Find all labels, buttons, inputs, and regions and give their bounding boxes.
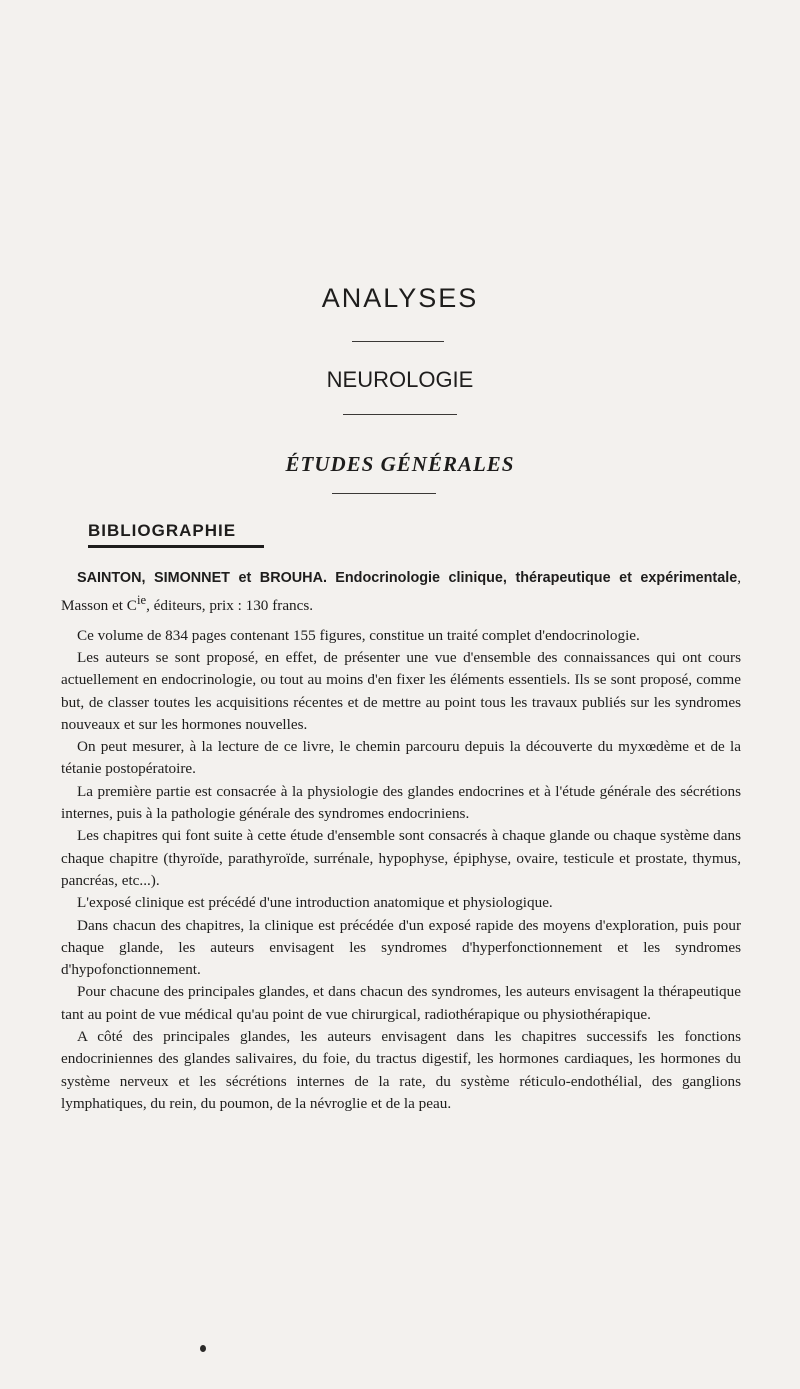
- subtitle-divider: [343, 414, 457, 415]
- page-title: ANALYSES: [321, 283, 479, 313]
- bibliography-underline: [88, 545, 264, 548]
- paragraph: Les auteurs se sont proposé, en effet, de présenter une vue d'ensemble des connaissances qui ont cours actuellement en endocrinologie, ou tout au moins d'en fixer les éléments essentiels. Ils se sont proposé, comme but, de classer toutes les acquisitions récentes et de mettre au point tous les travaux publiés sur les syndromes nouveaux et sur les hormones nouvelles.: [61, 648, 741, 733]
- paragraph: A côté des principales glandes, les auteurs envisagent dans les chapitres successifs les fonctions endocriniennes des glandes salivaires, du foie, du tractus digestif, les hormones cardiaques, les hormones du système nerveux et les sécrétions internes de la rate, du système réticulo-endothélial, des ganglions lymphatiques, du rein, du poumon, de la névroglie et de la peau.: [61, 1028, 741, 1112]
- reference-publisher-sup: ie: [136, 593, 147, 608]
- paragraph: L'exposé clinique est précédé d'une introduction anatomique et physiologique.: [77, 894, 553, 912]
- paragraph: La première partie est consacrée à la physiologie des glandes endocrines et à l'étude générale des sécrétions internes, puis à la pathologie générale des syndromes endocriniens.: [61, 782, 741, 823]
- reference-price: , éditeurs, prix : 130 francs.: [146, 597, 314, 615]
- section-divider: [332, 493, 436, 494]
- section-heading: ÉTUDES GÉNÉRALES: [285, 452, 515, 476]
- ink-spot: [200, 1345, 206, 1352]
- paragraph: Pour chacune des principales glandes, et dans chacun des syndromes, les auteurs envisagent la thérapeutique tant au point de vue médical qu'au point de vue chirurgical, radiothérapique ou physiothérapique.: [61, 983, 741, 1023]
- paragraph: Les chapitres qui font suite à cette étude d'ensemble sont consacrés à chaque glande ou chaque système dans chaque chapitre (thyroïde, parathyroïde, surrénale, hypophyse, épiphyse, ovaire, testicule et prostate, thymus, pancréas, etc...).: [61, 827, 741, 889]
- reference-entry: [61, 567, 741, 618]
- title-divider: [352, 341, 444, 342]
- paragraph: Ce volume de 834 pages contenant 155 figures, constitue un traité complet d'endocrinologie.: [77, 626, 640, 644]
- bibliography-heading: BIBLIOGRAPHIE: [88, 521, 237, 540]
- paragraph: On peut mesurer, à la lecture de ce livre, le chemin parcouru depuis la découverte du myxœdème et de la tétanie postopératoire.: [61, 738, 741, 778]
- body-text: [61, 567, 741, 1115]
- reference-publisher: , Masson et C: [61, 569, 742, 615]
- paragraph: Dans chacun des chapitres, la clinique est précédée d'un exposé rapide des moyens d'exploration, puis pour chaque glande, les auteurs envisagent les syndromes d'hyperfonctionnement et les syndromes d'hypofonctionnement.: [61, 916, 741, 979]
- subtitle: NEUROLOGIE: [326, 367, 474, 392]
- reference-title: Endocrinologie clinique, thérapeutique et expérimentale: [335, 570, 738, 586]
- reference-authors: SAINTON, SIMONNET et BROUHA.: [77, 570, 327, 586]
